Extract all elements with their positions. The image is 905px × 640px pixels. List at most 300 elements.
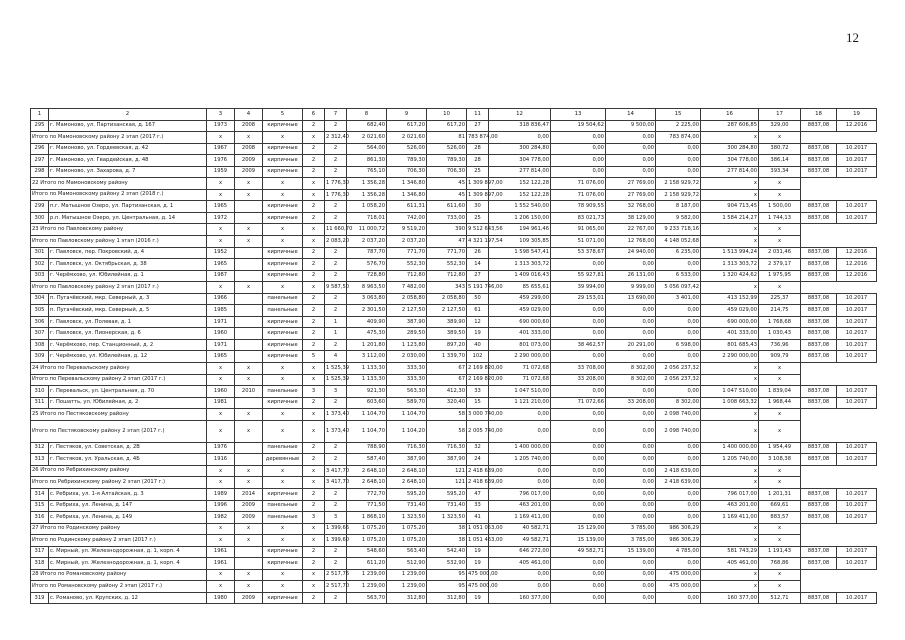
subtotal-label: Итого по Пестяковскому району 2 этап (2017 г.) (31, 420, 207, 442)
column-number-cell: 13 (551, 109, 606, 121)
table-cell: 1 500,00 (759, 201, 801, 213)
table-cell: 1 104,70 (347, 420, 387, 442)
table-cell: 2 648,10 (347, 465, 387, 477)
table-cell: 0,00 (656, 305, 701, 317)
table-cell: 8837,08 (801, 397, 837, 409)
table-cell (235, 328, 263, 340)
table-cell: 2 418 639,00 (656, 465, 701, 477)
table-cell: 0,00 (656, 386, 701, 398)
address-cell: г. Пошатть, ул. Юбилейная, д. 2 (49, 397, 207, 409)
table-cell: 0,00 (656, 316, 701, 328)
row-number-cell: 300 (31, 212, 49, 224)
table-cell: 2 127,50 (427, 305, 467, 317)
table-cell: 2 418 639,00 (656, 477, 701, 489)
table-cell: 0,00 (606, 488, 656, 500)
table-cell: 1 744,13 (759, 212, 801, 224)
table-cell: 405 461,00 (701, 558, 759, 570)
table-cell: 765,10 (347, 166, 387, 178)
table-cell: кирпичные (263, 592, 303, 604)
row-number-cell: 304 (31, 293, 49, 305)
table-cell: 304 778,00 (489, 155, 551, 167)
table-cell: 731,40 (387, 500, 427, 512)
table-cell: 1966 (207, 293, 235, 305)
subtotal-label: Итого по Мамоновскому району 2 этап (2017 г.) (31, 132, 207, 144)
address-cell: г. Павловск, ул. Пионерская, д. 6 (49, 328, 207, 340)
table-cell: 12.2016 (837, 120, 877, 132)
table-cell: 2 (325, 592, 347, 604)
table-cell: 3 785,00 (606, 523, 656, 535)
table-cell: 736,96 (759, 339, 801, 351)
table-cell: кирпичные (263, 351, 303, 363)
table-cell: 475 000,00 (656, 581, 701, 593)
table-cell: 1 239,00 (347, 569, 387, 581)
table-cell: 2 169 820,00 (467, 374, 489, 386)
table-cell: 40 582,71 (489, 523, 551, 535)
table-cell: 1 058,20 (347, 201, 387, 213)
table-cell: 58 (427, 420, 467, 442)
table-cell: 1 584 214,27 (701, 212, 759, 224)
table-cell: 10.2017 (837, 386, 877, 398)
table-cell: 8837,08 (801, 212, 837, 224)
table-cell: 2 098 740,00 (656, 420, 701, 442)
table-cell: 2 098 740,00 (656, 409, 701, 421)
table-cell: 71 076,00 (551, 189, 606, 201)
table-cell: 9 587,50 (325, 282, 347, 294)
table-cell: x (207, 535, 235, 547)
table-cell: x (759, 420, 801, 442)
subtotal-label: Итого по Ребрихинскому району 2 этап (2017 г.) (31, 477, 207, 489)
table-cell: 3 000 740,00 (467, 409, 489, 421)
table-cell: 1 513 994,24 (701, 247, 759, 259)
table-cell: x (235, 569, 263, 581)
table-cell: 0,00 (606, 512, 656, 524)
table-cell: 611,20 (347, 558, 387, 570)
table-cell: 8837,08 (801, 155, 837, 167)
table-cell: 475,30 (347, 328, 387, 340)
table-cell: 8837,08 (801, 386, 837, 398)
table-cell: 0,00 (551, 558, 606, 570)
table-cell: 41 (467, 512, 489, 524)
table-cell: 3 417,70 (325, 465, 347, 477)
row-number-cell: 310 (31, 386, 49, 398)
table-cell: 8837,08 (801, 339, 837, 351)
table-cell: 1996 (207, 500, 235, 512)
table-cell: 8 963,50 (347, 282, 387, 294)
table-cell (235, 546, 263, 558)
table-cell: 2 (325, 120, 347, 132)
subtotal-label: 27 Итого по Родинскому району (31, 523, 207, 535)
table-cell: 9 500,00 (606, 120, 656, 132)
address-cell: р.п. Матышное Озеро, ул. Центральная, д. 14 (49, 212, 207, 224)
table-cell: 1 169 411,00 (489, 512, 551, 524)
table-cell: 0,00 (489, 569, 551, 581)
table-cell: 29 153,01 (551, 293, 606, 305)
table-cell: 10.2017 (837, 201, 877, 213)
table-cell: 2 648,10 (347, 477, 387, 489)
table-cell: 883,57 (759, 512, 801, 524)
table-cell: 32 768,00 (606, 201, 656, 213)
table-cell: 909,79 (759, 351, 801, 363)
table-cell: 526,00 (387, 143, 427, 155)
table-cell: 646 272,00 (489, 546, 551, 558)
table-cell: 2 (325, 558, 347, 570)
table-cell: x (759, 477, 801, 489)
table-cell: 2 058,80 (427, 293, 467, 305)
table-cell: 0,00 (551, 500, 606, 512)
table-cell: 0,00 (606, 155, 656, 167)
table-cell: 716,30 (387, 442, 427, 454)
table-cell: 27 769,00 (606, 178, 656, 190)
table-cell: 1971 (207, 339, 235, 351)
table-cell: x (303, 477, 325, 489)
table-cell: 8837,08 (801, 247, 837, 259)
table-cell: 3 (303, 512, 325, 524)
table-cell: 55 927,81 (551, 270, 606, 282)
table-cell: 5 191 746,00 (467, 282, 489, 294)
table-cell: 0,00 (656, 351, 701, 363)
table-cell (235, 201, 263, 213)
table-cell: 475 000,00 (467, 581, 489, 593)
table-cell: 1 133,30 (347, 363, 387, 375)
table-cell: 49 582,71 (489, 535, 551, 547)
table-cell: x (759, 189, 801, 201)
table-cell: 587,40 (347, 454, 387, 466)
table-cell: 50 (467, 293, 489, 305)
address-cell: г. Павловск, пер. Покровский, д. 4 (49, 247, 207, 259)
table-cell: 1 768,68 (759, 316, 801, 328)
table-cell: x (759, 581, 801, 593)
address-cell: п. Пугачёвский, мкр. Северный, д. 3 (49, 293, 207, 305)
table-cell: 682,40 (347, 120, 387, 132)
subtotal-label: 28 Итого по Романовскому району (31, 569, 207, 581)
table-cell: 8 187,00 (656, 201, 701, 213)
table-cell: 0,00 (551, 569, 606, 581)
table-cell: 53 378,67 (551, 247, 606, 259)
table-cell: x (263, 178, 303, 190)
table-cell: x (235, 465, 263, 477)
table-cell: 712,80 (387, 270, 427, 282)
subtotal-row (31, 409, 877, 421)
table-cell: 277 814,00 (701, 166, 759, 178)
table-cell: 300 284,80 (701, 143, 759, 155)
table-cell: 897,20 (427, 339, 467, 351)
column-number-cell: 19 (837, 109, 877, 121)
table-cell: 1961 (207, 546, 235, 558)
row-number-cell: 306 (31, 316, 49, 328)
table-cell: x (303, 363, 325, 375)
table-cell: x (303, 224, 325, 236)
subtotal-row (31, 236, 877, 248)
subtotal-row (31, 535, 877, 547)
table-cell: 413 152,99 (701, 293, 759, 305)
table-cell: 10.2017 (837, 500, 877, 512)
table-cell: 10.2017 (837, 454, 877, 466)
table-cell: 712,80 (427, 270, 467, 282)
table-cell: 2 (325, 397, 347, 409)
table-cell: x (263, 523, 303, 535)
table-cell: x (207, 132, 235, 144)
table-cell: x (759, 465, 801, 477)
row-number-cell: 307 (31, 328, 49, 340)
table-cell: 1 075,20 (347, 523, 387, 535)
table-cell: 2 517,70 (325, 581, 347, 593)
table-cell: 9 999,00 (606, 282, 656, 294)
table-cell: 2 (325, 500, 347, 512)
table-cell: x (759, 363, 801, 375)
table-cell: x (303, 236, 325, 248)
table-cell: 8837,08 (801, 270, 837, 282)
table-cell: 1 075,20 (347, 535, 387, 547)
table-cell: x (207, 282, 235, 294)
table-row (31, 155, 877, 167)
table-cell: 2 037,20 (387, 236, 427, 248)
table-cell: x (235, 224, 263, 236)
table-cell: 2 (303, 120, 325, 132)
address-cell: г. Мамоново, ул. Захарова, д. 7 (49, 166, 207, 178)
table-cell: 1 323,50 (387, 512, 427, 524)
table-row (31, 293, 877, 305)
table-cell: 390 (427, 224, 467, 236)
table-cell: 1 598 547,41 (489, 247, 551, 259)
address-cell: п. Пугачёвский, мкр. Северный, д. 5 (49, 305, 207, 317)
address-cell: с. Мирный, ул. Железнодорожная, д. 1, корп. 4 (49, 558, 207, 570)
table-cell: 8837,08 (801, 500, 837, 512)
table-cell: 4 (325, 351, 347, 363)
table-cell: 8837,08 (801, 558, 837, 570)
table-cell: 1 356,28 (347, 178, 387, 190)
row-number-cell: 299 (31, 201, 49, 213)
table-cell: 39 994,00 (551, 282, 606, 294)
table-cell: x (263, 569, 303, 581)
table-cell: 2 (303, 143, 325, 155)
table-cell: 2 (303, 592, 325, 604)
table-cell: 71 076,00 (551, 178, 606, 190)
row-number-cell: 315 (31, 500, 49, 512)
table-cell: 2 (303, 270, 325, 282)
table-cell: 611,60 (427, 201, 467, 213)
table-cell: 47 (427, 236, 467, 248)
table-cell: 71 072,68 (489, 363, 551, 375)
table-cell: x (303, 465, 325, 477)
table-row (31, 328, 877, 340)
subtotal-label: Итого по Павловскому району 1 этап (2016 г.) (31, 236, 207, 248)
table-row (31, 351, 877, 363)
table-cell: панельные (263, 305, 303, 317)
table-cell: 2 127,50 (387, 305, 427, 317)
table-cell: 595,20 (427, 488, 467, 500)
table-cell (235, 293, 263, 305)
table-cell: 12.2016 (837, 259, 877, 271)
page-number: 12 (846, 30, 859, 45)
table-cell: 6 533,00 (656, 270, 701, 282)
table-cell: 83 021,73 (551, 212, 606, 224)
row-number-cell: 298 (31, 166, 49, 178)
table-cell: 0,00 (656, 143, 701, 155)
table-cell: 5 056 097,42 (656, 282, 701, 294)
table-cell: 1 313 303,72 (489, 259, 551, 271)
table-cell: x (263, 224, 303, 236)
table-cell: x (235, 420, 263, 442)
table-cell: x (235, 236, 263, 248)
table-cell: 0,00 (551, 259, 606, 271)
table-cell: 0,00 (606, 143, 656, 155)
table-cell: x (263, 363, 303, 375)
table-cell: 2 158 929,72 (656, 178, 701, 190)
table-cell: 1976 (207, 442, 235, 454)
subtotal-row (31, 465, 877, 477)
table-cell: 1 201,80 (347, 339, 387, 351)
table-cell: 904 713,45 (701, 201, 759, 213)
table-cell: 0,00 (606, 166, 656, 178)
table-cell: 102 (467, 351, 489, 363)
table-cell: 1 047 510,00 (489, 386, 551, 398)
table-cell: кирпичные (263, 339, 303, 351)
table-cell: 13 690,00 (606, 293, 656, 305)
row-number-cell: 317 (31, 546, 49, 558)
table-cell: 690 000,00 (701, 316, 759, 328)
table-cell: x (759, 535, 801, 547)
row-number-cell: 297 (31, 155, 49, 167)
table-cell: 1982 (207, 512, 235, 524)
table-row (31, 386, 877, 398)
table-cell: 512,90 (387, 558, 427, 570)
row-number-cell: 312 (31, 442, 49, 454)
table-cell: 3 063,80 (347, 293, 387, 305)
table-cell: 986 306,29 (656, 535, 701, 547)
table-cell: 152 122,28 (489, 178, 551, 190)
table-cell: 2 (325, 442, 347, 454)
table-cell: 0,00 (606, 328, 656, 340)
table-cell: 475 000,00 (656, 569, 701, 581)
table-cell: 771,50 (347, 500, 387, 512)
table-cell: 2 (303, 293, 325, 305)
table-cell: 986 306,29 (656, 523, 701, 535)
table-cell: 0,00 (656, 155, 701, 167)
table-cell: 1 525,39 (325, 374, 347, 386)
column-number-cell: 17 (759, 109, 801, 121)
table-cell: 33 (467, 500, 489, 512)
table-cell: 3 417,70 (325, 477, 347, 489)
table-cell: 1 320 424,62 (701, 270, 759, 282)
row-number-cell: 314 (31, 488, 49, 500)
table-cell: 1 839,04 (759, 386, 801, 398)
table-cell: x (235, 535, 263, 547)
address-cell: г. Павловск, ул. Октябрьская, д. 38 (49, 259, 207, 271)
table-cell: 2 058,80 (387, 293, 427, 305)
table-row (31, 270, 877, 282)
table-cell: 563,40 (387, 546, 427, 558)
table-cell: 12 (467, 316, 489, 328)
table-cell: 1 104,70 (387, 409, 427, 421)
table-cell: 91 065,00 (551, 224, 606, 236)
table-row (31, 488, 877, 500)
table-cell: 10.2017 (837, 155, 877, 167)
table-cell: 10.2017 (837, 293, 877, 305)
table-cell: 1 975,95 (759, 270, 801, 282)
table-cell: 0,00 (489, 477, 551, 489)
table-cell: 10.2017 (837, 512, 877, 524)
table-cell: 0,00 (489, 581, 551, 593)
table-cell: 78 909,55 (551, 201, 606, 213)
table-cell: 10.2017 (837, 592, 877, 604)
table-cell: x (303, 178, 325, 190)
table-cell: 0,00 (606, 409, 656, 421)
table-cell: 45 (427, 189, 467, 201)
table-cell: x (263, 581, 303, 593)
table-row (31, 143, 877, 155)
table-cell: x (701, 282, 759, 294)
table-cell: 9 512 643,56 (467, 224, 489, 236)
table-cell: 15 139,00 (606, 546, 656, 558)
table-cell: 0,00 (606, 259, 656, 271)
table-cell: 690 000,60 (489, 316, 551, 328)
table-cell: 788,90 (347, 442, 387, 454)
table-cell: 0,00 (551, 592, 606, 604)
table-cell: 2 (303, 488, 325, 500)
table-cell: 1 356,28 (347, 189, 387, 201)
table-cell: 26 (467, 247, 489, 259)
table-cell: 95 (427, 581, 467, 593)
table-cell: 1973 (207, 120, 235, 132)
table-cell: 38 129,00 (606, 212, 656, 224)
column-number-cell: 11 (467, 109, 489, 121)
table-cell: 581 743,29 (701, 546, 759, 558)
table-cell: 768,86 (759, 558, 801, 570)
table-cell: x (759, 224, 801, 236)
table-cell: 2 (325, 546, 347, 558)
table-cell: 1 239,00 (347, 581, 387, 593)
table-cell: x (303, 282, 325, 294)
table-cell: 160 377,00 (489, 592, 551, 604)
table-cell: 1965 (207, 201, 235, 213)
table-cell: кирпичные (263, 488, 303, 500)
table-cell: 9 582,00 (656, 212, 701, 224)
table-cell: 1 104,20 (387, 420, 427, 442)
table-cell: 49 582,71 (551, 546, 606, 558)
table-cell: x (263, 236, 303, 248)
table-cell: 287 606,85 (701, 120, 759, 132)
subtotal-row (31, 132, 877, 144)
subtotal-row (31, 523, 877, 535)
table-cell: x (207, 581, 235, 593)
table-cell: x (207, 374, 235, 386)
table-cell: 389,90 (427, 316, 467, 328)
table-cell: 1 239,00 (387, 569, 427, 581)
table-cell: 731,40 (427, 500, 467, 512)
table-cell: x (701, 420, 759, 442)
table-cell: 1 075,20 (387, 523, 427, 535)
table-cell: 2 (325, 488, 347, 500)
table-cell: 1967 (207, 143, 235, 155)
table-cell: 475 000,00 (467, 569, 489, 581)
table-cell: 10.2017 (837, 316, 877, 328)
table-cell: 861,30 (347, 155, 387, 167)
table-cell: 401 333,00 (701, 328, 759, 340)
table-cell: x (701, 581, 759, 593)
table-cell: 2 (303, 247, 325, 259)
table-cell: x (303, 409, 325, 421)
table-cell: 0,00 (489, 409, 551, 421)
table-cell: 1981 (207, 397, 235, 409)
table-cell: 10.2017 (837, 166, 877, 178)
table-cell: 1971 (207, 316, 235, 328)
table-cell: 3 112,00 (347, 351, 387, 363)
table-cell: 11 660,70 (325, 224, 347, 236)
table-cell: 121 (427, 477, 467, 489)
table-cell: x (701, 236, 759, 248)
table-cell: 0,00 (606, 442, 656, 454)
table-cell: 61 (467, 305, 489, 317)
